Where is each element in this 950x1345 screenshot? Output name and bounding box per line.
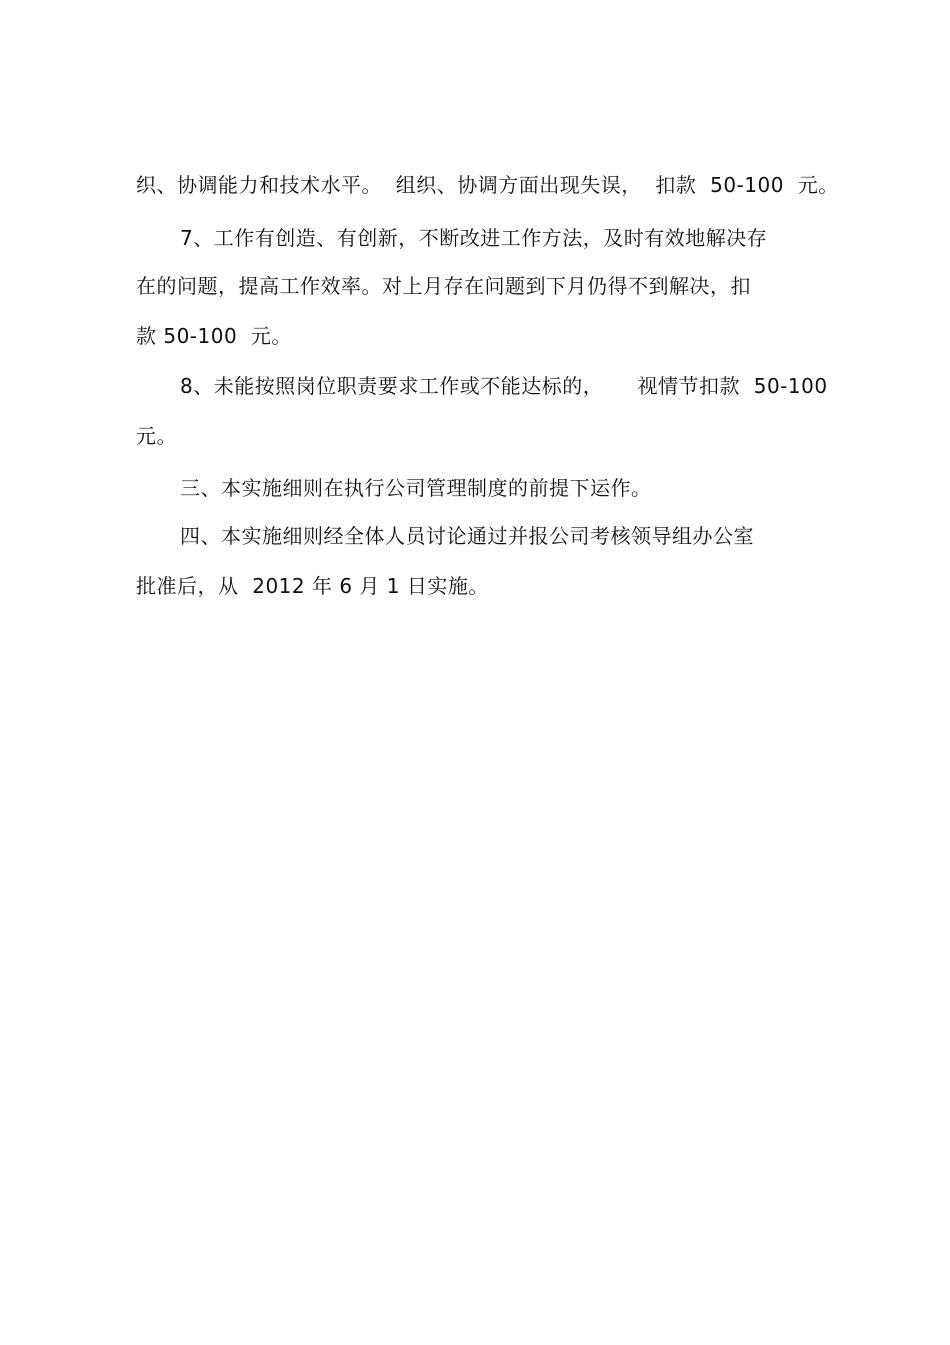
paragraph-line: 在的问题，提高工作效率。对上月存在问题到下月仍得不到解决，扣 [136,274,751,298]
paragraph-line: 织、协调能力和技术水平。 组织、协调方面出现失误， 扣款 50-100 元。 [136,173,839,197]
paragraph-line: 批准后，从 2012 年 6 月 1 日实施。 [136,574,489,598]
paragraph-line: 元。 [136,424,177,448]
paragraph-line: 8、未能按照岗位职责要求工作或不能达标的， 视情节扣款 50-100 [180,374,828,398]
paragraph-line: 7、工作有创造、有创新，不断改进工作方法，及时有效地解决存 [180,226,768,250]
paragraph-line: 四、本实施细则经全体人员讨论通过并报公司考核领导组办公室 [180,524,754,548]
paragraph-line: 三、本实施细则在执行公司管理制度的前提下运作。 [180,476,652,500]
paragraph-line: 款 50-100 元。 [136,324,292,348]
